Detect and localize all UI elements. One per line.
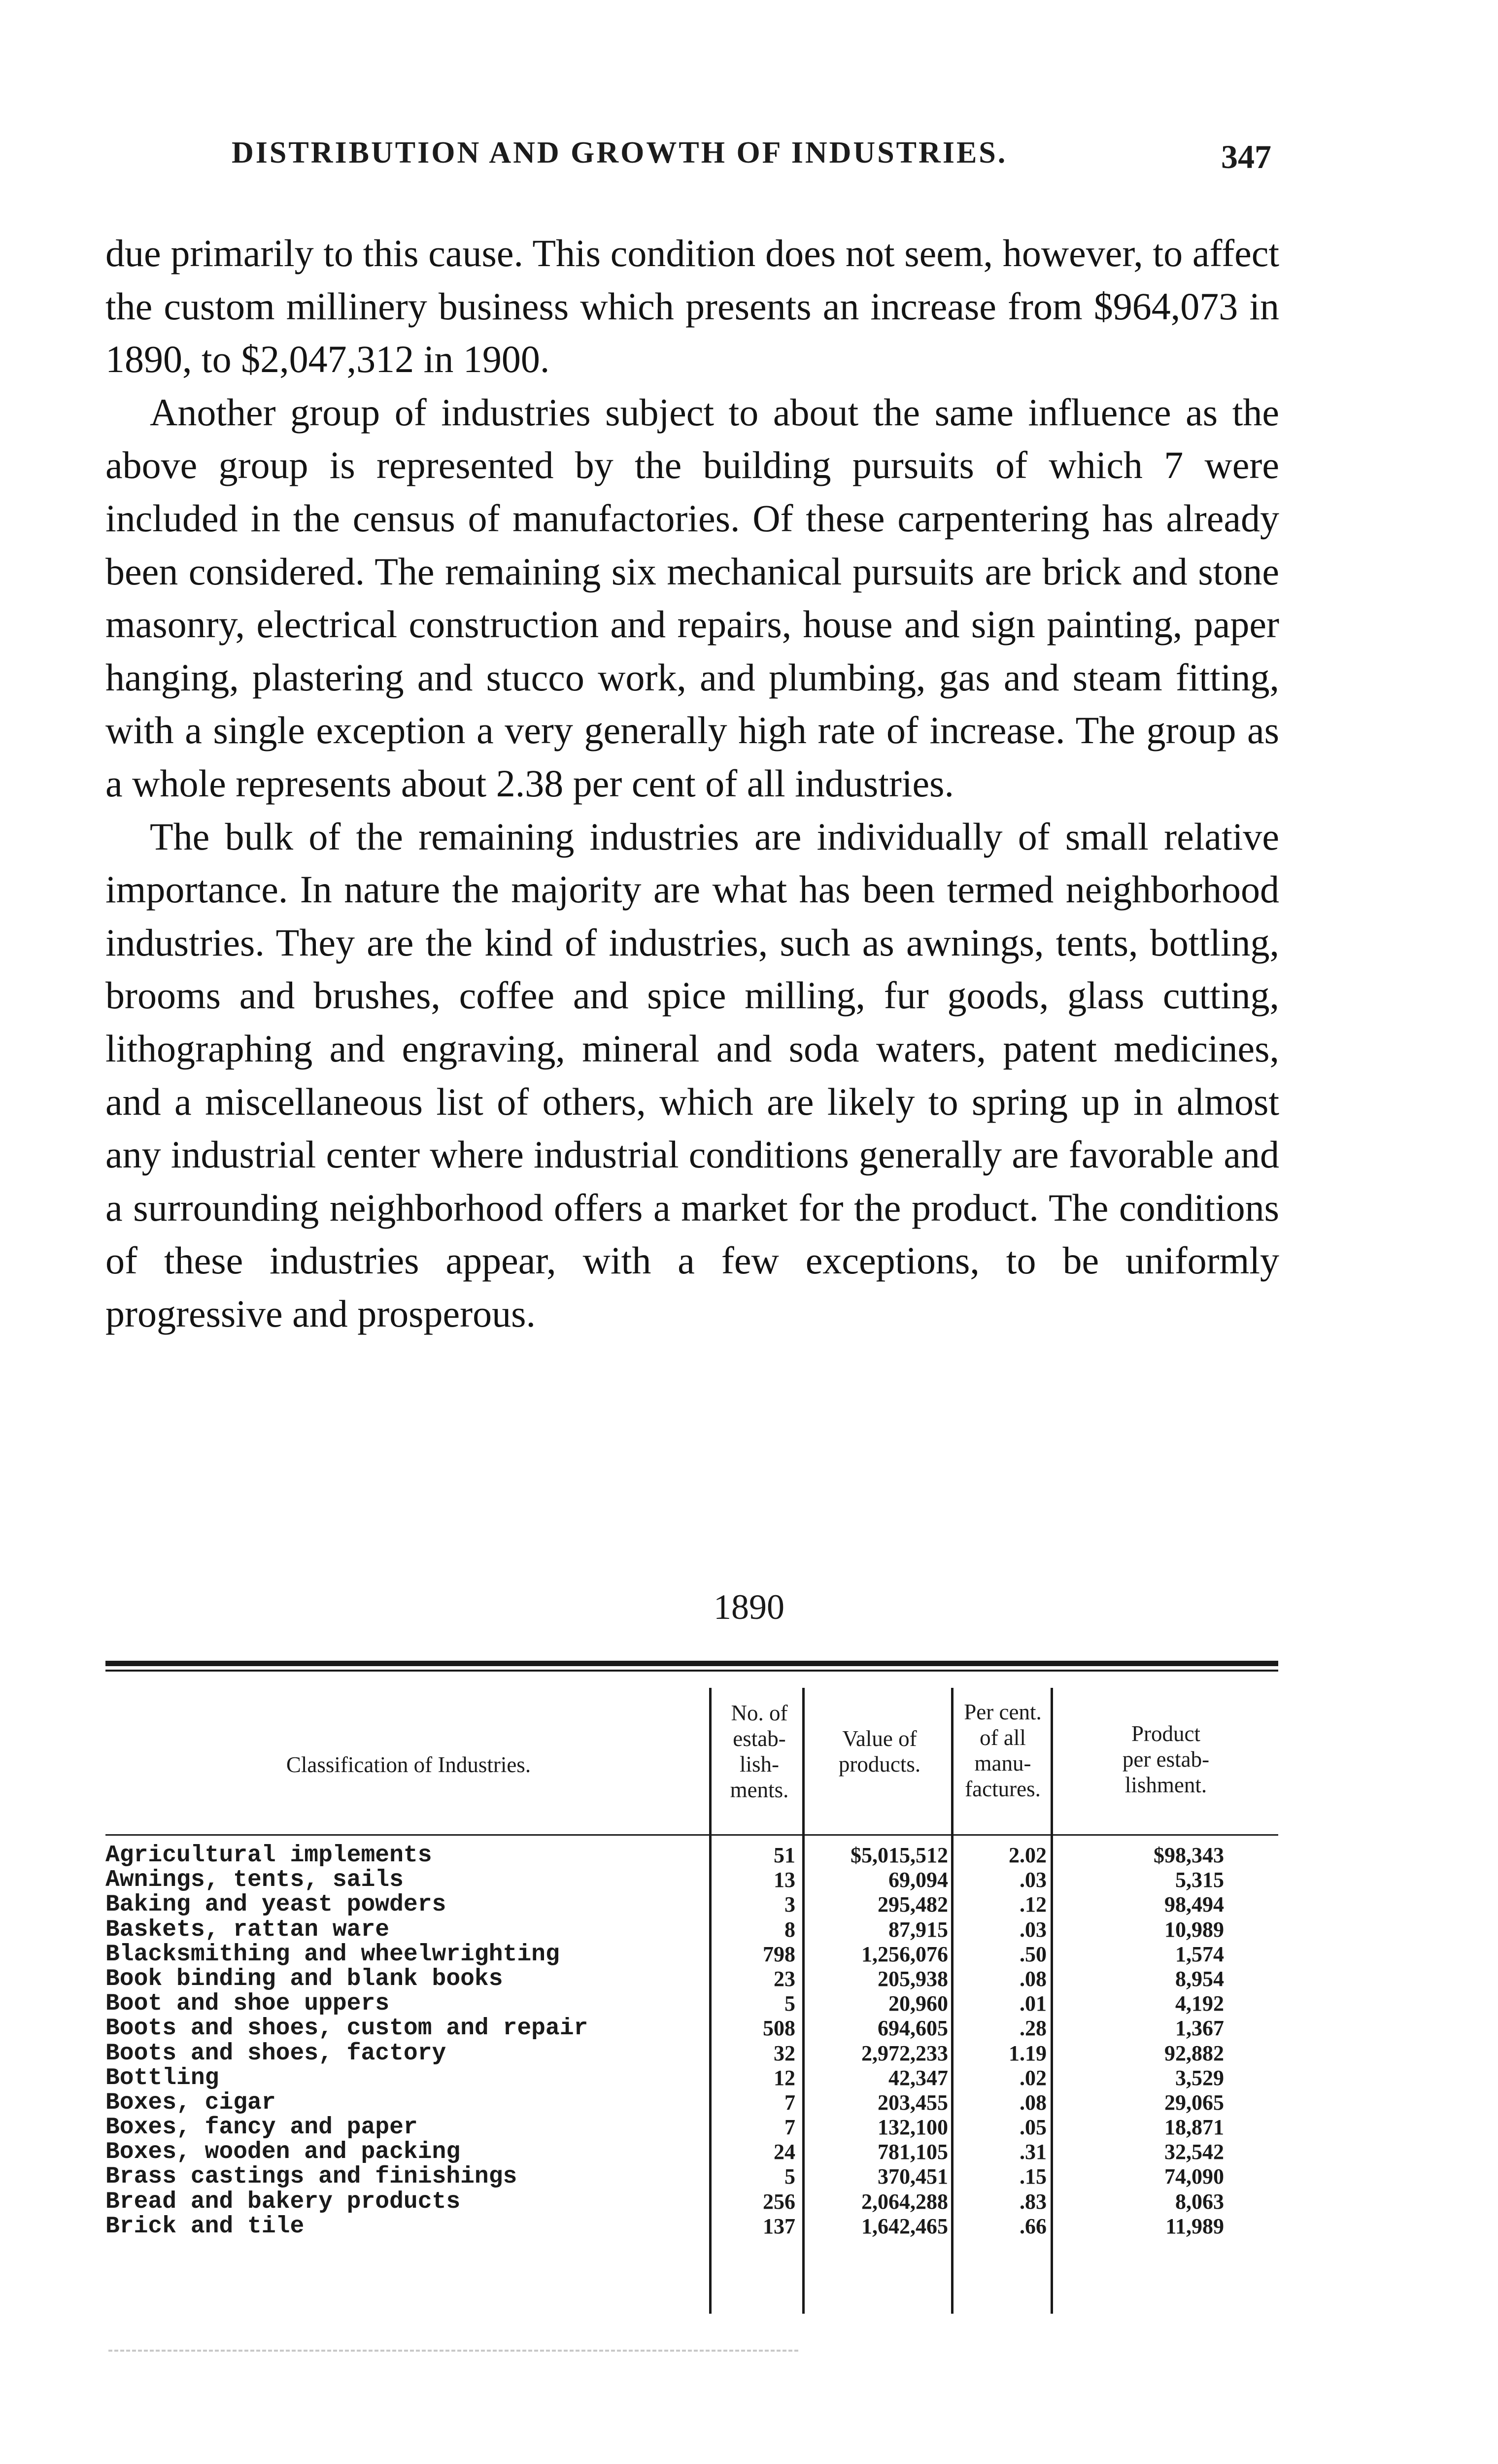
table-row bbox=[105, 1967, 1278, 1991]
cell-percent: .08 bbox=[1020, 1966, 1047, 1991]
running-header bbox=[232, 136, 1271, 180]
cell-product-per: 8,063 bbox=[1175, 2189, 1224, 2214]
cell-establishments: 32 bbox=[774, 2041, 795, 2065]
row-label: Brick and tile bbox=[105, 2214, 712, 2239]
cell-establishments: 13 bbox=[774, 1868, 795, 1892]
cell-establishments: 5 bbox=[784, 1991, 795, 2016]
cell-establishments: 51 bbox=[774, 1843, 795, 1867]
row-label: Boxes, cigar bbox=[105, 2090, 712, 2115]
cell-product-per: 4,192 bbox=[1175, 1991, 1224, 2016]
cell-value: $5,015,512 bbox=[851, 1843, 948, 1867]
row-label: Boxes, fancy and paper bbox=[105, 2115, 712, 2140]
table-row bbox=[105, 2115, 1278, 2140]
cell-establishments: 508 bbox=[763, 2016, 795, 2041]
cell-value: 781,105 bbox=[878, 2140, 948, 2164]
table-row bbox=[105, 1917, 1278, 1942]
cell-percent: .50 bbox=[1020, 1942, 1047, 1966]
cell-product-per: 18,871 bbox=[1164, 2115, 1224, 2140]
cell-value: 370,451 bbox=[878, 2164, 948, 2189]
body-text bbox=[105, 227, 1279, 1340]
table-row bbox=[105, 2214, 1278, 2239]
cell-establishments: 137 bbox=[763, 2214, 795, 2238]
cell-establishments: 23 bbox=[774, 1966, 795, 1991]
running-title: DISTRIBUTION AND GROWTH OF INDUSTRIES. bbox=[232, 136, 1008, 170]
cell-percent: .15 bbox=[1020, 2164, 1047, 2189]
scan-artifact-line bbox=[108, 2350, 798, 2355]
row-label: Baskets, rattan ware bbox=[105, 1917, 712, 1942]
cell-percent: .83 bbox=[1020, 2189, 1047, 2214]
cell-product-per: $98,343 bbox=[1154, 1843, 1224, 1867]
cell-value: 1,642,465 bbox=[861, 2214, 948, 2238]
cell-establishments: 256 bbox=[763, 2189, 795, 2214]
table-row bbox=[105, 1843, 1278, 1868]
table-row bbox=[105, 2164, 1278, 2189]
cell-establishments: 7 bbox=[784, 2115, 795, 2140]
cell-value: 87,915 bbox=[888, 1917, 948, 1942]
cell-product-per: 11,989 bbox=[1165, 2214, 1224, 2238]
cell-percent: 2.02 bbox=[1009, 1843, 1047, 1867]
row-label: Boot and shoe uppers bbox=[105, 1991, 712, 2016]
cell-percent: .31 bbox=[1020, 2140, 1047, 2164]
row-label: Boxes, wooden and packing bbox=[105, 2140, 712, 2164]
table-row bbox=[105, 1991, 1278, 2016]
cell-product-per: 8,954 bbox=[1175, 1966, 1224, 1991]
paragraph-3: The bulk of the remaining industries are individually of small relative importance. In nature the majority are what has been termed neighborhood industries. They are the kind of industries, such as awnings, tents, bottling, brooms and brushes, coffee and spice milling, fur goods, glass cutting, lithographing and engraving, mineral and soda waters, patent medicines, and a miscellaneous list of others, which are likely to spring up in almost any industrial center where industrial conditions generally are favorable and a surrounding neighborhood offers a market for the product. The conditions of these industries appear, with a few exceptions, to be uniformly progressive and prosperous. bbox=[105, 815, 1279, 1335]
paragraph-1: due primarily to this cause. This condition does not seem, however, to affect the custom millinery business which presents an increase from $964,073 in 1890, to $2,047,312 in 1900. bbox=[105, 232, 1279, 381]
table-row bbox=[105, 2140, 1278, 2164]
cell-establishments: 24 bbox=[774, 2140, 795, 2164]
row-label: Baking and yeast powders bbox=[105, 1892, 712, 1917]
cell-percent: .28 bbox=[1020, 2016, 1047, 2041]
industries-table bbox=[105, 1661, 1278, 2301]
col-head-value: Value of products. bbox=[838, 1726, 921, 1777]
cell-establishments: 7 bbox=[784, 2090, 795, 2115]
cell-product-per: 29,065 bbox=[1164, 2090, 1224, 2115]
cell-establishments: 5 bbox=[784, 2164, 795, 2189]
table-row bbox=[105, 1942, 1278, 1967]
table-row bbox=[105, 2016, 1278, 2041]
cell-product-per: 74,090 bbox=[1164, 2164, 1224, 2189]
col-head-classification: Classification of Industries. bbox=[286, 1752, 531, 1777]
cell-value: 203,455 bbox=[878, 2090, 948, 2115]
col-head-percent: Per cent. of all manu- factures. bbox=[964, 1700, 1042, 1801]
col-head-product-per: Product per estab- lishment. bbox=[1122, 1721, 1210, 1797]
cell-value: 2,064,288 bbox=[861, 2189, 948, 2214]
cell-value: 132,100 bbox=[878, 2115, 948, 2140]
table-year-heading: 1890 bbox=[714, 1587, 784, 1627]
cell-establishments: 798 bbox=[763, 1942, 795, 1966]
cell-percent: 1.19 bbox=[1009, 2041, 1047, 2065]
cell-product-per: 1,574 bbox=[1175, 1942, 1224, 1966]
cell-value: 205,938 bbox=[878, 1966, 948, 1991]
row-label: Bottling bbox=[105, 2066, 712, 2090]
cell-percent: .66 bbox=[1020, 2214, 1047, 2238]
table-row bbox=[105, 2066, 1278, 2090]
row-label: Boots and shoes, custom and repair bbox=[105, 2016, 712, 2041]
cell-percent: .03 bbox=[1020, 1917, 1047, 1942]
table-row bbox=[105, 2190, 1278, 2214]
cell-product-per: 98,494 bbox=[1164, 1892, 1224, 1917]
cell-value: 295,482 bbox=[878, 1892, 948, 1917]
cell-establishments: 12 bbox=[774, 2065, 795, 2090]
row-label: Blacksmithing and wheelwrighting bbox=[105, 1942, 712, 1967]
page-number: 347 bbox=[1221, 138, 1271, 175]
cell-product-per: 92,882 bbox=[1164, 2041, 1224, 2065]
cell-value: 1,256,076 bbox=[861, 1942, 948, 1966]
cell-establishments: 3 bbox=[784, 1892, 795, 1917]
table-row bbox=[105, 2090, 1278, 2115]
cell-product-per: 10,989 bbox=[1164, 1917, 1224, 1942]
cell-product-per: 1,367 bbox=[1175, 2016, 1224, 2041]
cell-value: 2,972,233 bbox=[861, 2041, 948, 2065]
table-body bbox=[105, 1843, 1278, 2239]
table-top-rule-thin bbox=[105, 1670, 1278, 1672]
cell-percent: .01 bbox=[1020, 1991, 1047, 2016]
cell-percent: .02 bbox=[1020, 2065, 1047, 2090]
header-bottom-rule bbox=[105, 1834, 1278, 1836]
row-label: Brass castings and finishings bbox=[105, 2164, 712, 2189]
cell-product-per: 3,529 bbox=[1175, 2065, 1224, 2090]
cell-value: 694,605 bbox=[878, 2016, 948, 2041]
row-label: Agricultural implements bbox=[105, 1843, 712, 1868]
table-top-rule bbox=[105, 1661, 1278, 1666]
paragraph-2: Another group of industries subject to about the same influence as the above group is represented by the building pursuits of which 7 were included in the census of manufactories. Of these carpentering has already been considered. The remaining six mechanical pursuits are brick and stone masonry, electrical construction and repairs, house and sign painting, paper hanging, plastering and stucco work, and plumbing, gas and steam fitting, with a single exception a very generally high rate of increase. The group as a whole represents about 2.38 per cent of all industries. bbox=[105, 390, 1279, 805]
cell-percent: .05 bbox=[1020, 2115, 1047, 2140]
cell-percent: .08 bbox=[1020, 2090, 1047, 2115]
row-label: Bread and bakery products bbox=[105, 2190, 712, 2214]
row-label: Boots and shoes, factory bbox=[105, 2041, 712, 2066]
cell-value: 42,347 bbox=[888, 2065, 948, 2090]
cell-product-per: 32,542 bbox=[1164, 2140, 1224, 2164]
table-row bbox=[105, 1892, 1278, 1917]
cell-percent: .12 bbox=[1020, 1892, 1047, 1917]
cell-value: 20,960 bbox=[888, 1991, 948, 2016]
table-row bbox=[105, 2041, 1278, 2066]
cell-value: 69,094 bbox=[888, 1868, 948, 1892]
table-row bbox=[105, 1868, 1278, 1892]
row-label: Awnings, tents, sails bbox=[105, 1868, 712, 1892]
cell-percent: .03 bbox=[1020, 1868, 1047, 1892]
col-head-establishments: No. of estab- lish- ments. bbox=[730, 1701, 789, 1802]
row-label: Book binding and blank books bbox=[105, 1967, 712, 1991]
cell-product-per: 5,315 bbox=[1175, 1868, 1224, 1892]
cell-establishments: 8 bbox=[784, 1917, 795, 1942]
